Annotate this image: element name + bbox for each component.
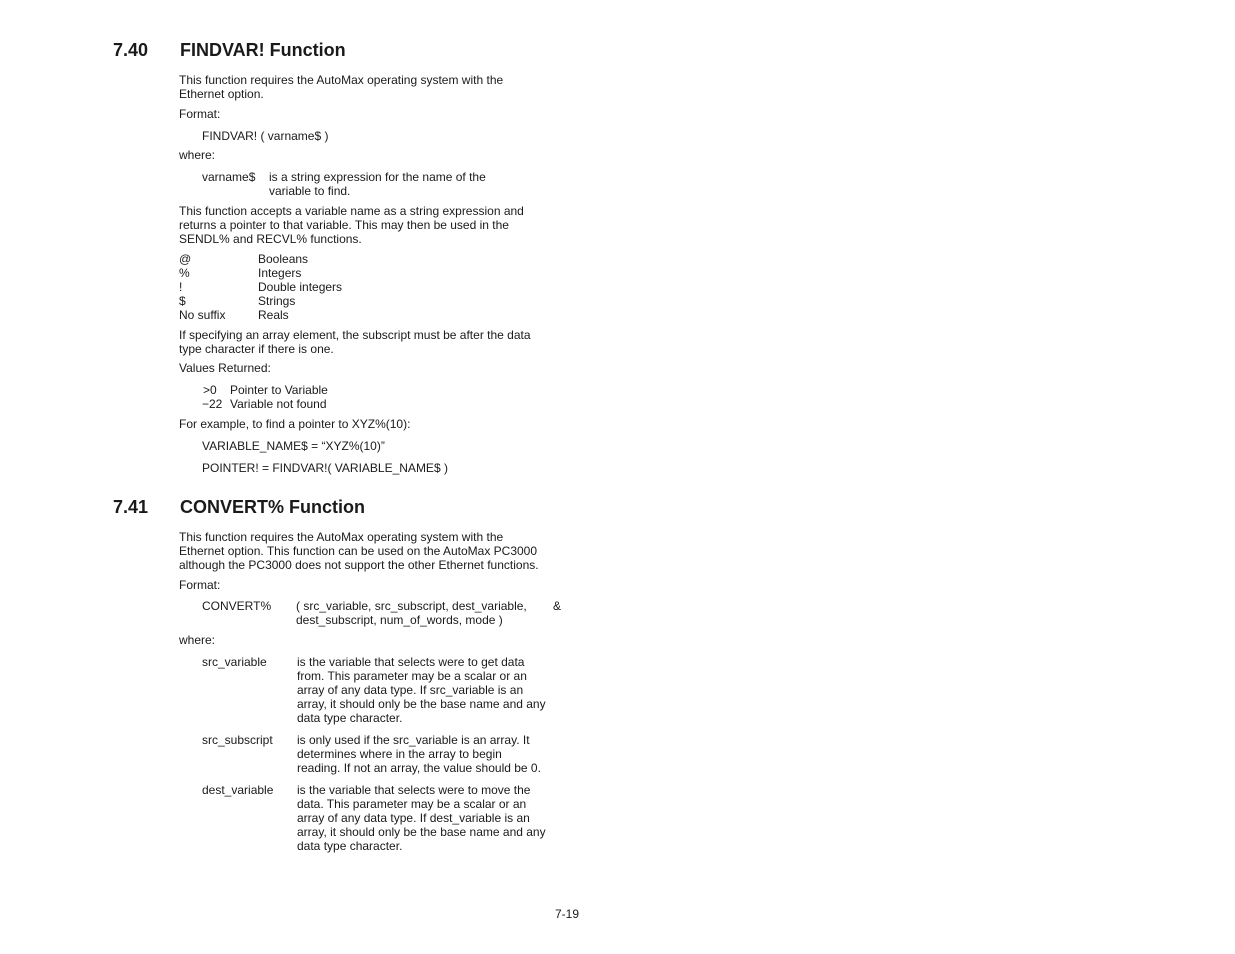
param-desc-line: data type character. [297, 839, 403, 853]
suffix: @ [179, 252, 192, 266]
findvar-where-label: where: [179, 148, 216, 162]
suffix-row [179, 280, 429, 294]
param-name: src_subscript [202, 733, 273, 747]
convert-param-src-variable [202, 655, 572, 725]
value-row [202, 383, 402, 397]
data-type: Strings [258, 294, 296, 308]
text-line: Ethernet option. [179, 87, 264, 101]
value-meaning: Pointer to Variable [230, 383, 328, 397]
suffix: ! [179, 280, 183, 294]
data-type: Integers [258, 266, 302, 280]
syntax-line: dest_subscript, num_of_words, mode ) [296, 613, 503, 627]
findvar-example-line-2: POINTER! = FINDVAR!( VARIABLE_NAME$ ) [202, 461, 448, 475]
data-type: Double integers [258, 280, 343, 294]
findvar-syntax: FINDVAR! ( varname$ ) [202, 129, 329, 143]
findvar-array-note [179, 328, 531, 356]
convert-intro [179, 530, 539, 572]
data-type: Reals [258, 308, 289, 322]
value-code: −22 [202, 397, 223, 411]
findvar-param-varname [202, 170, 542, 198]
param-desc-line: array, it should only be the base name and any [297, 825, 546, 839]
suffix-row [179, 294, 429, 308]
value-meaning: Variable not found [230, 397, 327, 411]
convert-where-label: where: [179, 633, 216, 647]
section-heading-findvar [113, 39, 346, 61]
text-line: Ethernet option. This function can be used on the AutoMax PC3000 [179, 544, 538, 558]
param-desc-line: array of any data type. If dest_variable is an [297, 811, 530, 825]
param-desc-line: from. This parameter may be a scalar or an [297, 669, 527, 683]
param-desc-line: data. This parameter may be a scalar or an [297, 797, 527, 811]
text-line: This function accepts a variable name as a string expression and [179, 204, 524, 218]
syntax-name: CONVERT% [202, 599, 272, 613]
param-desc-line: array of any data type. If src_variable is an [297, 683, 524, 697]
param-desc-line: data type character. [297, 711, 403, 725]
data-type: Booleans [258, 252, 309, 266]
text-line: although the PC3000 does not support the other Ethernet functions. [179, 558, 539, 572]
suffix-row [179, 266, 429, 280]
param-desc-line: determines where in the array to begin [297, 747, 502, 761]
convert-param-dest-variable [202, 783, 572, 853]
param-desc-line: is a string expression for the name of the [269, 170, 486, 184]
suffix-row [179, 252, 429, 266]
param-desc-line: array, it should only be the base name and any [297, 697, 546, 711]
text-line: type character if there is one. [179, 342, 334, 356]
section-title: CONVERT% Function [180, 497, 365, 517]
findvar-body [179, 204, 524, 246]
param-desc-line: reading. If not an array, the value should be 0. [297, 761, 541, 775]
section-number: 7.40 [113, 40, 149, 60]
values-returned-list [202, 383, 402, 411]
findvar-example-label: For example, to find a pointer to XYZ%(10): [179, 417, 411, 431]
syntax-line: ( src_variable, src_subscript, dest_variable, [296, 599, 527, 613]
param-desc-line: is the variable that selects were to get data [297, 655, 525, 669]
param-desc-line: variable to find. [269, 184, 351, 198]
text-line: SENDL% and RECVL% functions. [179, 232, 362, 246]
param-desc-line: is only used if the src_variable is an array. It [297, 733, 530, 747]
values-returned-label: Values Returned: [179, 361, 271, 375]
param-desc-line: is the variable that selects were to move the [297, 783, 531, 797]
text-line: returns a pointer to that variable. This may then be used in the [179, 218, 509, 232]
convert-syntax [202, 599, 572, 627]
text-line: This function requires the AutoMax operating system with the [179, 530, 504, 544]
param-name: varname$ [202, 170, 256, 184]
text-line: This function requires the AutoMax operating system with the [179, 73, 504, 87]
param-name: src_variable [202, 655, 267, 669]
suffix: $ [179, 294, 186, 308]
findvar-intro [179, 73, 503, 101]
suffix-table [179, 252, 429, 322]
section-heading-convert [113, 496, 365, 518]
section-title: FINDVAR! Function [180, 40, 346, 60]
convert-format-label: Format: [179, 578, 221, 592]
suffix: No suffix [179, 308, 226, 322]
convert-param-src-subscript [202, 733, 572, 775]
text-line: If specifying an array element, the subscript must be after the data [179, 328, 531, 342]
param-name: dest_variable [202, 783, 274, 797]
section-number: 7.41 [113, 497, 149, 517]
findvar-format-label: Format: [179, 107, 221, 121]
value-row [202, 397, 402, 411]
suffix: % [179, 266, 190, 280]
value-code: >0 [203, 383, 217, 397]
continuation-mark: & [553, 599, 562, 613]
suffix-row [179, 308, 429, 322]
page-number: 7-19 [555, 907, 580, 921]
findvar-example-line-1: VARIABLE_NAME$ = “XYZ%(10)” [202, 439, 385, 453]
